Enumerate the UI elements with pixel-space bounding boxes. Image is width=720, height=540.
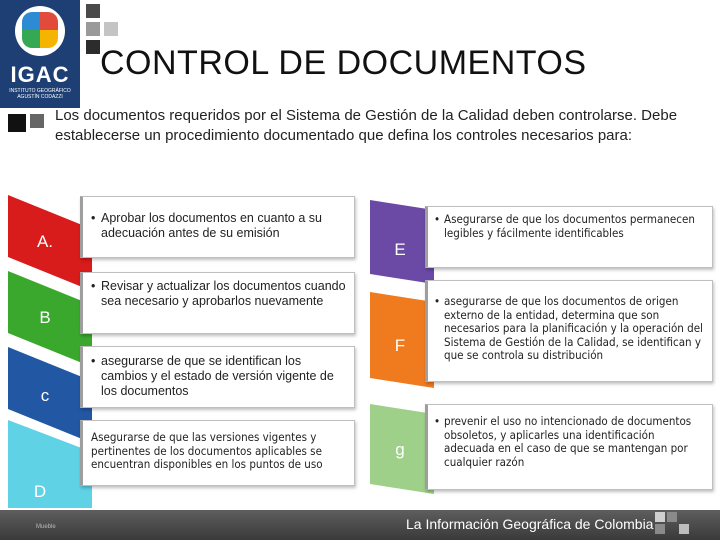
page-title: CONTROL DE DOCUMENTOS [100, 44, 587, 82]
logo-subtitle: INSTITUTO GEOGRÁFICO AGUSTÍN CODAZZI [9, 88, 71, 100]
item-text-d: Asegurarse de que las versiones vigentes y pertinentes de los documentos aplicables se encuentran disponibles en los puntos de uso [91, 430, 323, 471]
footer-tagline: La Información Geográfica de Colombia [406, 516, 654, 532]
item-text-g: prevenir el uso no intencionado de documentos obsoletos, y aplicarles una identificación adecuada en el caso de que se mantengan por cualquier razón [444, 414, 692, 469]
igac-logo [0, 0, 80, 108]
logo-name: IGAC [10, 62, 70, 87]
item-text-e: Asegurarse de que los documentos permanecen legibles y fácilmente identificables [444, 212, 695, 240]
decor-square [30, 114, 44, 128]
item-box-c: • asegurarse de que se identifican los cambios y el estado de versión vigente de los documentos [80, 346, 355, 408]
item-box-g: • prevenir el uso no intencionado de documentos obsoletos, y aplicarles una identificación adecuada en el caso de que se mantengan por cualquier razón [425, 404, 713, 490]
label-e: E [394, 240, 406, 259]
decor-square [655, 524, 665, 534]
label-b: B [39, 308, 51, 327]
item-box-b: • Revisar y actualizar los documentos cuando sea necesario y aprobarlos nuevamente [80, 272, 355, 334]
item-text-a: Aprobar los documentos en cuanto a su adecuación antes de su emisión [101, 211, 322, 240]
label-d: D [33, 482, 47, 501]
label-f: F [394, 336, 406, 355]
label-g: g [395, 440, 405, 459]
decor-square [667, 512, 677, 522]
decor-square [104, 22, 118, 36]
decor-square [655, 512, 665, 522]
decor-square [86, 22, 100, 36]
label-a: A. [36, 232, 54, 251]
item-text-c: asegurarse de que se identifican los cambios y el estado de versión vigente de los documentos [101, 354, 334, 398]
item-box-e: • Asegurarse de que los documentos permanecen legibles y fácilmente identificables [425, 206, 713, 268]
item-box-a: • Aprobar los documentos en cuanto a su adecuación antes de su emisión [80, 196, 355, 258]
item-box-d [80, 420, 355, 486]
intro-paragraph: Los documentos requeridos por el Sistema de Gestión de la Calidad deben controlarse. Debe establecerse un procedimiento documentado que defina los controles necesarios para: [55, 107, 678, 144]
label-c: c [40, 386, 50, 405]
item-box-f: • asegurarse de que los documentos de origen externo de la entidad, determina que son necesarios para la planificación y la operación del Sistema de Gestión de la Calidad, se identifican y que se controla su distribución [425, 280, 713, 382]
decor-square [86, 40, 100, 54]
decor-square [679, 524, 689, 534]
footer-small-text: Mueble [36, 524, 56, 530]
item-text-f: asegurarse de que los documentos de origen externo de la entidad, determina que son necesarios para la planificación y la operación del Sistema de Gestión de la Calidad, se identifican y que se controla su distribución [444, 294, 703, 362]
decor-square [86, 4, 100, 18]
item-text-b: Revisar y actualizar los documentos cuando sea necesario y aprobarlos nuevamente [101, 279, 346, 308]
decor-square [8, 114, 26, 132]
